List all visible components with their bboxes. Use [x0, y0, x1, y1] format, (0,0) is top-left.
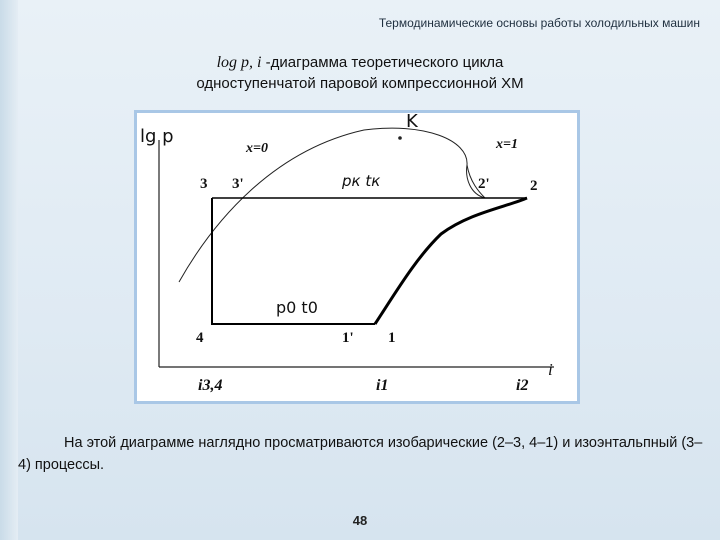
x-axis-label: i	[548, 360, 553, 379]
tick-i2-label: i2	[516, 377, 529, 394]
point-1-label: 1	[388, 330, 396, 346]
point-2-label: 2	[530, 178, 538, 194]
point-4-label: 4	[196, 330, 204, 346]
slide-caption: На этой диаграмме наглядно просматриваются изобарические (2–3, 4–1) и изоэнтальпный (3–4) процессы.	[18, 435, 703, 473]
curve-x1-label: x=1	[496, 137, 518, 152]
point-2prime-label: 2'	[478, 176, 490, 192]
slide-title	[0, 52, 720, 94]
title-line-1-text: -диаграмма теоретического цикла	[261, 54, 504, 71]
log-p-i-diagram	[134, 110, 580, 404]
point-3-label: 3	[200, 176, 208, 192]
slide-header: Термодинамические основы работы холодильных машин	[378, 16, 700, 30]
saturation-curve-left	[179, 128, 485, 282]
point-1prime-label: 1'	[342, 330, 354, 346]
curve-x0-label: x=0	[246, 141, 268, 156]
point-3prime-label: 3'	[232, 176, 244, 192]
title-line-2: одноступенчатой паровой компрессионной ХМ	[196, 75, 524, 92]
title-line-1	[0, 52, 720, 73]
pressure-low-label: p0 t0	[276, 298, 318, 317]
tick-i34-label: i3,4	[198, 377, 223, 394]
compression-curve-1-2	[375, 198, 527, 324]
tick-i1-label: i1	[376, 377, 389, 394]
pressure-high-label: pк tк	[342, 172, 381, 190]
critical-point-label: K	[406, 111, 418, 132]
title-axes: log p, i	[216, 54, 262, 71]
critical-point-marker	[398, 136, 402, 140]
page-number: 48	[352, 513, 368, 528]
y-axis-label: lg p	[140, 126, 174, 147]
